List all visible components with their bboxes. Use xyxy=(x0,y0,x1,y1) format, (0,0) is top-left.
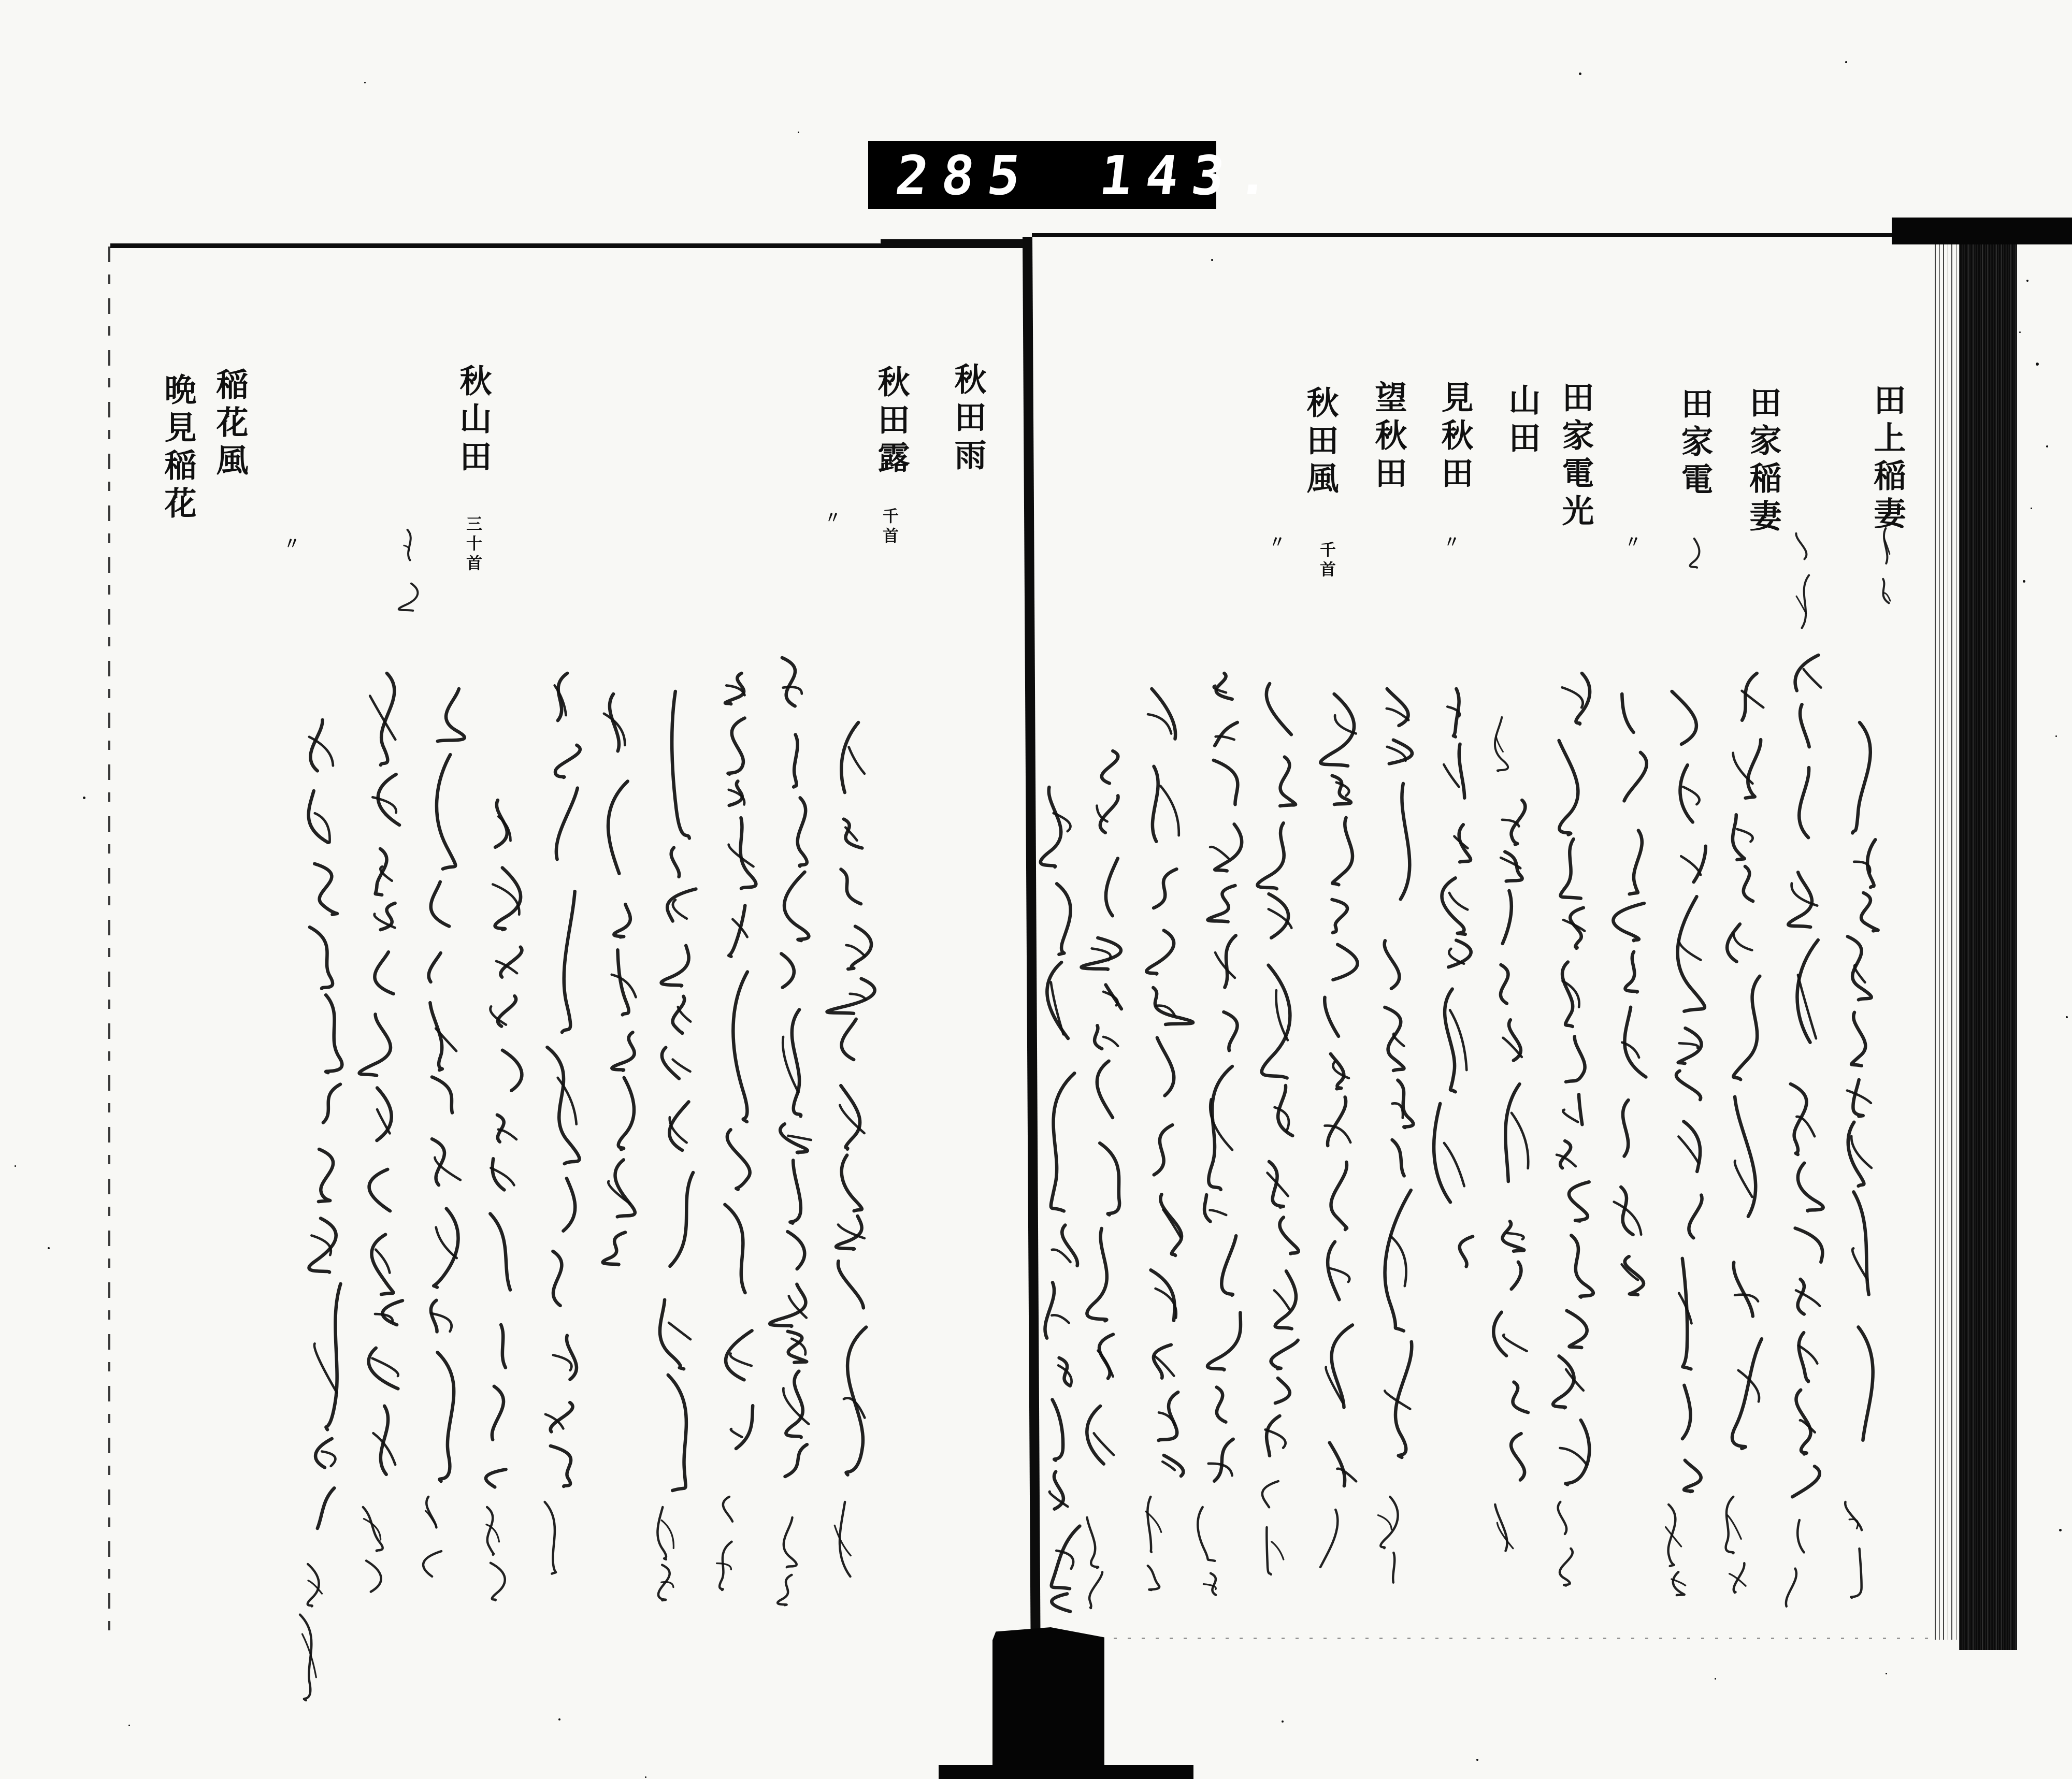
heading-annotation xyxy=(404,545,409,551)
text-column xyxy=(1493,800,1528,1480)
author-name-column xyxy=(1378,1515,1392,1529)
ditto-mark: 〃 xyxy=(1441,533,1459,553)
author-name-column xyxy=(1147,1497,1159,1590)
text-column xyxy=(1672,691,1706,1492)
ditto-mark: 〃 xyxy=(1622,533,1641,553)
author-name-column xyxy=(1272,1542,1284,1559)
text-column xyxy=(309,737,337,1466)
author-name-column xyxy=(834,1525,851,1555)
author-name-column xyxy=(300,1564,319,1700)
author-name-column xyxy=(1558,1502,1573,1586)
section-heading: 田家電 xyxy=(1676,387,1714,500)
text-column xyxy=(1325,715,1357,1481)
noise-speck xyxy=(1282,1720,1284,1723)
text-column xyxy=(1501,820,1528,1351)
author-name-column xyxy=(778,1517,797,1605)
author-name-column xyxy=(1320,1510,1337,1567)
text-column xyxy=(1553,673,1593,1485)
text-column xyxy=(770,658,809,1477)
noise-speck xyxy=(1715,1678,1716,1680)
author-name-column xyxy=(1262,1481,1278,1574)
noise-speck xyxy=(2046,445,2048,447)
author-name-column xyxy=(545,1502,556,1574)
noise-speck xyxy=(364,82,366,83)
section-heading: 田家稲妻 xyxy=(1744,386,1782,537)
noise-speck xyxy=(48,1247,50,1249)
noise-speck xyxy=(1211,259,1213,261)
noise-speck xyxy=(2031,508,2032,509)
author-name-column xyxy=(487,1507,505,1600)
text-column xyxy=(604,714,636,1204)
section-heading: 稲花風 xyxy=(211,368,249,481)
noise-speck xyxy=(2036,363,2039,366)
section-heading: 秋田雨 xyxy=(949,363,987,476)
section-heading: 見秋田 xyxy=(1436,381,1474,494)
text-column xyxy=(603,694,635,1265)
noise-speck xyxy=(15,1165,16,1167)
noise-speck xyxy=(558,1718,560,1720)
heading-annotation: 三十首 xyxy=(463,515,482,574)
author-name-column xyxy=(1726,1497,1745,1593)
section-heading: 晩見稲花 xyxy=(159,373,197,524)
author-name-column xyxy=(1495,1505,1507,1551)
heading-annotation xyxy=(1883,539,1890,601)
text-column xyxy=(1727,673,1762,1449)
noise-speck xyxy=(2019,331,2021,333)
text-column xyxy=(1041,787,1080,1612)
author-name-column xyxy=(1380,1497,1398,1583)
text-column xyxy=(1081,751,1121,1464)
heading-annotation xyxy=(399,530,418,611)
text-column xyxy=(429,689,465,1481)
ditto-mark: 〃 xyxy=(1266,533,1285,553)
section-heading: 望秋田 xyxy=(1370,381,1407,494)
section-heading: 田家電光 xyxy=(1557,381,1594,532)
noise-speck xyxy=(1579,73,1581,75)
text-column xyxy=(1385,689,1414,1457)
text-column xyxy=(1146,689,1193,1476)
text-column xyxy=(1444,707,1467,1187)
text-column xyxy=(1434,689,1473,1267)
noise-speck xyxy=(128,1725,130,1726)
heading-annotation: 千首 xyxy=(1317,541,1335,581)
author-name-column xyxy=(303,1581,322,1677)
noise-speck xyxy=(798,132,799,133)
heading-annotation xyxy=(1796,533,1809,628)
text-column xyxy=(726,686,753,1437)
noise-speck xyxy=(2066,1016,2068,1018)
noise-speck xyxy=(1845,61,1847,63)
section-heading: 秋田露 xyxy=(872,365,910,479)
text-column xyxy=(1258,684,1299,1456)
author-name-column xyxy=(1198,1507,1216,1595)
section-heading: 山田 xyxy=(1503,383,1541,459)
text-column xyxy=(1788,655,1823,1497)
noise-speck xyxy=(1886,1673,1887,1674)
text-column xyxy=(1204,673,1242,1481)
heading-annotation xyxy=(1496,735,1503,752)
noise-speck xyxy=(83,797,85,799)
text-column xyxy=(660,691,696,1491)
text-column xyxy=(359,673,402,1474)
noise-speck xyxy=(2055,735,2057,737)
noise-speck xyxy=(2059,1529,2062,1531)
text-column xyxy=(1614,1043,1642,1280)
author-name-column xyxy=(1786,1520,1804,1607)
counter-right-value: 143. xyxy=(1096,144,1288,207)
noise-speck xyxy=(645,1776,646,1778)
text-column xyxy=(1848,722,1878,1440)
ditto-mark: 〃 xyxy=(822,509,840,529)
author-name-column xyxy=(1845,1502,1862,1598)
text-column xyxy=(827,722,875,1475)
section-heading: 秋山田 xyxy=(454,364,492,478)
ditto-mark: 〃 xyxy=(281,535,299,555)
noise-speck xyxy=(1476,1759,1478,1761)
text-column xyxy=(309,720,342,1528)
author-name-column xyxy=(423,1497,441,1576)
section-heading: 田上稲妻 xyxy=(1868,383,1906,534)
author-name-column xyxy=(1728,1515,1746,1586)
author-name-column xyxy=(720,1497,732,1590)
counter-left-value: 285 xyxy=(892,144,1038,207)
author-name-column xyxy=(840,1502,850,1576)
author-name-column xyxy=(1087,1517,1103,1608)
section-heading: 秋田風 xyxy=(1301,386,1339,499)
author-name-column xyxy=(1849,1519,1858,1528)
heading-annotation xyxy=(1495,717,1508,771)
noise-speck xyxy=(2023,580,2025,583)
noise-speck xyxy=(2026,280,2028,282)
text-column xyxy=(545,685,577,1428)
heading-annotation: 千首 xyxy=(880,508,898,547)
heading-annotation xyxy=(1690,539,1700,568)
text-column xyxy=(547,673,580,1486)
